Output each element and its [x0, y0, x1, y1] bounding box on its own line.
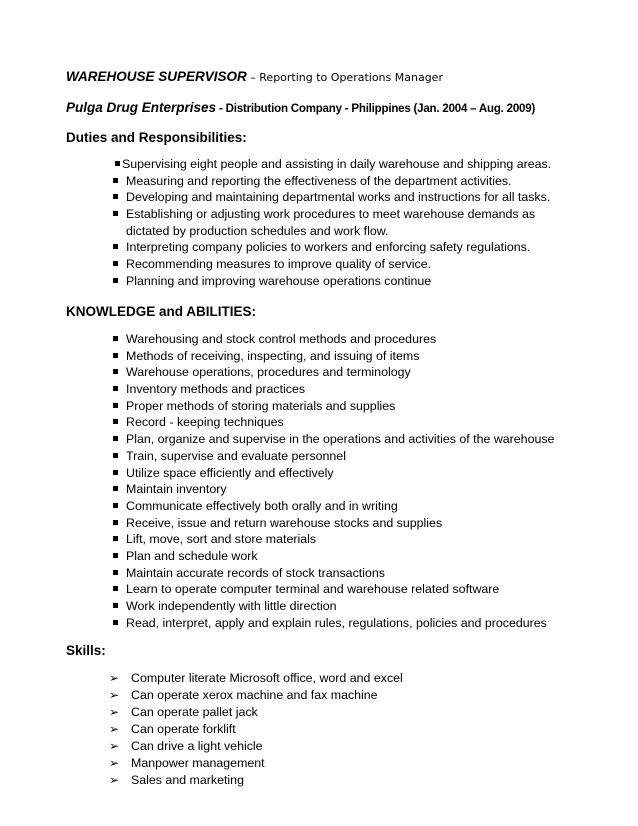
arrow-bullet-icon: ➢ [109, 671, 120, 685]
square-bullet-icon [113, 503, 118, 508]
list-item: Planning and improving warehouse operations continue [113, 273, 551, 290]
arrow-bullet-icon: ➢ [109, 773, 120, 787]
job-title-line [66, 68, 443, 86]
square-bullet-icon [113, 536, 118, 541]
square-bullet-icon [113, 261, 118, 266]
list-item: ➢ Can drive a light vehicle [109, 739, 263, 753]
list-item: Warehousing and stock control methods and procedures [113, 331, 554, 348]
square-bullet-icon [113, 244, 118, 249]
square-bullet-icon [113, 486, 118, 491]
arrow-bullet-icon: ➢ [109, 756, 120, 770]
list-item: Work independently with little direction [113, 598, 554, 615]
list-item: Read, interpret, apply and explain rules, regulations, policies and procedures [113, 615, 554, 632]
list-item: ➢ Can operate forklift [109, 722, 236, 736]
list-item: Methods of receiving, inspecting, and issuing of items [113, 348, 554, 365]
list-item: Utilize space efficiently and effectively [113, 465, 554, 482]
list-item: Record - keeping techniques [113, 414, 554, 431]
list-item: ➢ Can operate pallet jack [109, 705, 258, 719]
list-item: Plan, organize and supervise in the operations and activities of the warehouse [113, 431, 554, 448]
square-bullet-icon [113, 436, 118, 441]
list-item: Recommending measures to improve quality of service. [113, 256, 551, 273]
list-item: Establishing or adjusting work procedures to meet warehouse demands as [113, 206, 551, 223]
company-line [66, 99, 535, 117]
knowledge-list [113, 331, 554, 631]
company-details: - Distribution Company - Philippines (Jan. 2004 – Aug. 2009) [216, 103, 536, 115]
list-item: Learn to operate computer terminal and warehouse related software [113, 581, 554, 598]
arrow-bullet-icon: ➢ [109, 739, 120, 753]
list-item: Plan and schedule work [113, 548, 554, 565]
arrow-bullet-icon: ➢ [109, 722, 120, 736]
list-item: Measuring and reporting the effectiveness of the department activities. [113, 173, 551, 190]
duties-heading: Duties and Responsibilities: [66, 130, 247, 145]
arrow-bullet-icon: ➢ [109, 705, 120, 719]
company-name: Pulga Drug Enterprises [66, 100, 217, 115]
job-title: WAREHOUSE SUPERVISOR [66, 69, 247, 84]
list-item: Lift, move, sort and store materials [113, 531, 554, 548]
job-reporting: – Reporting to Operations Manager [246, 71, 443, 84]
list-item: Proper methods of storing materials and supplies [113, 398, 554, 415]
square-bullet-icon [113, 419, 118, 424]
arrow-bullet-icon: ➢ [109, 688, 120, 702]
square-bullet-icon [113, 194, 118, 199]
square-bullet-icon [113, 553, 118, 558]
knowledge-heading: KNOWLEDGE and ABILITIES: [66, 304, 256, 319]
square-bullet-icon [113, 403, 118, 408]
square-bullet-icon [113, 470, 118, 475]
square-bullet-icon [113, 520, 118, 525]
list-item: ➢ Manpower management [109, 756, 265, 770]
square-bullet-icon [113, 586, 118, 591]
square-bullet-icon [113, 278, 118, 283]
skills-heading: Skills: [66, 643, 106, 658]
skills-list [109, 670, 403, 789]
list-item: ➢ Can operate xerox machine and fax machine [109, 688, 378, 702]
square-bullet-icon [113, 178, 118, 183]
square-bullet-icon [113, 386, 118, 391]
square-bullet-icon [113, 369, 118, 374]
list-item: ➢ Computer literate Microsoft office, word and excel [109, 671, 403, 685]
list-item: Train, supervise and evaluate personnel [113, 448, 554, 465]
list-item: Supervising eight people and assisting in daily warehouse and shipping areas. [113, 156, 551, 173]
square-bullet-icon [113, 620, 118, 625]
list-item: Maintain accurate records of stock transactions [113, 565, 554, 582]
list-item: Warehouse operations, procedures and terminology [113, 364, 554, 381]
list-item: ➢ Sales and marketing [109, 773, 244, 787]
square-bullet-icon [113, 453, 118, 458]
square-bullet-icon [113, 603, 118, 608]
list-item: Interpreting company policies to workers and enforcing safety regulations. [113, 239, 551, 256]
list-item: Communicate effectively both orally and in writing [113, 498, 554, 515]
square-bullet-icon [113, 211, 118, 216]
list-item-continuation: dictated by production schedules and work flow. [126, 223, 389, 238]
list-item: Developing and maintaining departmental works and instructions for all tasks. [113, 189, 551, 206]
list-item: Receive, issue and return warehouse stocks and supplies [113, 515, 554, 532]
list-item: Inventory methods and practices [113, 381, 554, 398]
square-bullet-icon [113, 570, 118, 575]
square-bullet-icon [113, 353, 118, 358]
duties-list [113, 156, 551, 290]
list-item: Maintain inventory [113, 481, 554, 498]
square-bullet-icon [113, 336, 118, 341]
square-bullet-icon [115, 161, 120, 166]
